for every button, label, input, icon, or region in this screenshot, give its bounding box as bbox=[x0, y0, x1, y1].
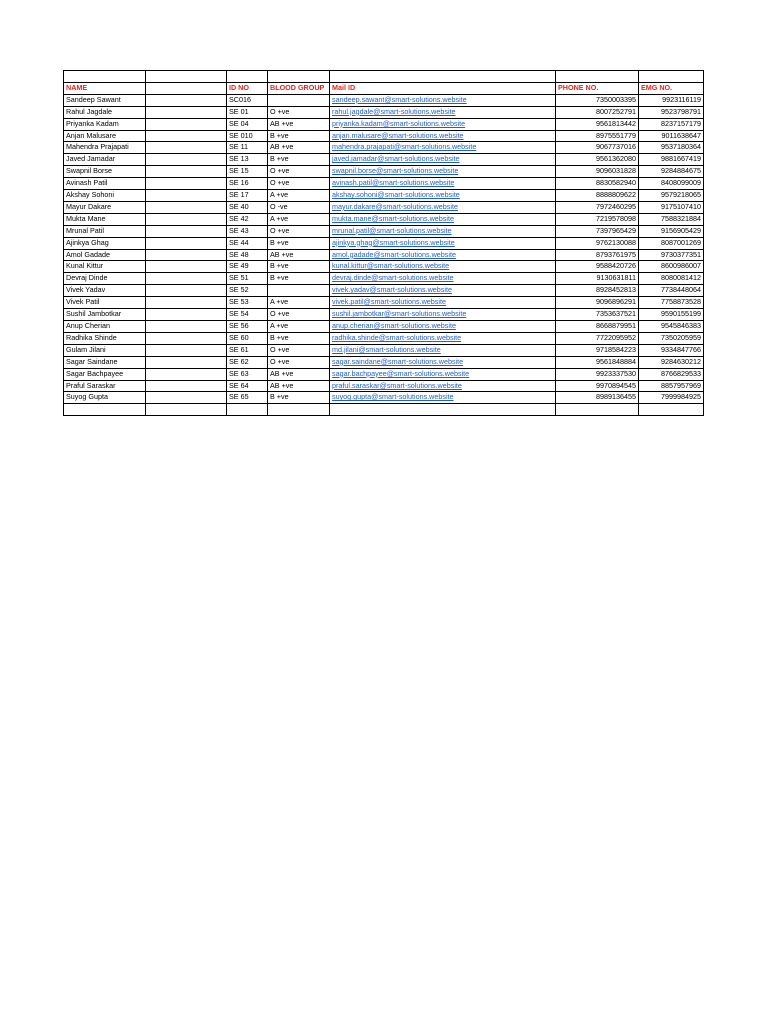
phone-cell: 7353637521 bbox=[556, 309, 639, 321]
mail-cell[interactable]: mayur.dakare@smart-solutions.website bbox=[330, 201, 556, 213]
table-row bbox=[64, 213, 704, 225]
blank-cell bbox=[146, 285, 227, 297]
header-name: NAME bbox=[64, 82, 146, 94]
phone-cell: 9096031828 bbox=[556, 166, 639, 178]
phone-cell: 9970894545 bbox=[556, 380, 639, 392]
emg-cell: 8237157179 bbox=[639, 118, 704, 130]
blood-group-cell: AB +ve bbox=[268, 142, 330, 154]
name-cell: Amol Gadade bbox=[64, 249, 146, 261]
blood-group-cell: O +ve bbox=[268, 356, 330, 368]
mail-cell[interactable]: kunal.kittur@smart-solutions.website bbox=[330, 261, 556, 273]
mail-cell[interactable]: rahul.jagdale@smart-solutions.website bbox=[330, 106, 556, 118]
blood-group-cell: O +ve bbox=[268, 225, 330, 237]
blank-cell bbox=[146, 190, 227, 202]
mail-cell[interactable]: vivek.yadav@smart-solutions.website bbox=[330, 285, 556, 297]
phone-cell: 8830582940 bbox=[556, 178, 639, 190]
name-cell: Sagar Bachpayee bbox=[64, 368, 146, 380]
table-row bbox=[64, 392, 704, 404]
header-row bbox=[64, 82, 704, 94]
header-blank bbox=[146, 82, 227, 94]
blank-cell bbox=[146, 249, 227, 261]
header-phone: PHONE NO. bbox=[556, 82, 639, 94]
mail-cell[interactable]: praful.saraskar@smart-solutions.website bbox=[330, 380, 556, 392]
emg-cell: 9590155199 bbox=[639, 309, 704, 321]
id-cell: SE 51 bbox=[227, 273, 268, 285]
table-row bbox=[64, 297, 704, 309]
blank-cell bbox=[146, 142, 227, 154]
mail-cell[interactable]: devraj.dinde@smart-solutions.website bbox=[330, 273, 556, 285]
name-cell: Akshay Sohoni bbox=[64, 190, 146, 202]
emg-cell: 9284630212 bbox=[639, 356, 704, 368]
blood-group-cell: B +ve bbox=[268, 130, 330, 142]
mail-cell[interactable]: akshay.sohoni@smart-solutions.website bbox=[330, 190, 556, 202]
blank-cell bbox=[146, 392, 227, 404]
blood-group-cell bbox=[268, 285, 330, 297]
mail-cell[interactable]: avinash.patil@smart-solutions.website bbox=[330, 178, 556, 190]
name-cell: Mayur Dakare bbox=[64, 201, 146, 213]
phone-cell: 7722095952 bbox=[556, 332, 639, 344]
id-cell: SE 54 bbox=[227, 309, 268, 321]
blood-group-cell bbox=[268, 94, 330, 106]
id-cell: SE 63 bbox=[227, 368, 268, 380]
phone-cell: 7972460295 bbox=[556, 201, 639, 213]
blank-cell bbox=[146, 154, 227, 166]
phone-cell: 7397965429 bbox=[556, 225, 639, 237]
header-id: ID NO bbox=[227, 82, 268, 94]
emg-cell: 8857957969 bbox=[639, 380, 704, 392]
table-row bbox=[64, 142, 704, 154]
table-row bbox=[64, 201, 704, 213]
header-mail-id: Mail ID bbox=[330, 82, 556, 94]
name-cell: Mrunal Patil bbox=[64, 225, 146, 237]
mail-cell[interactable]: md.jilani@smart-solutions.website bbox=[330, 344, 556, 356]
table-row bbox=[64, 368, 704, 380]
blank-cell bbox=[146, 178, 227, 190]
table-row bbox=[64, 380, 704, 392]
id-cell: SE 01 bbox=[227, 106, 268, 118]
emg-cell: 7588321884 bbox=[639, 213, 704, 225]
blood-group-cell: O +ve bbox=[268, 344, 330, 356]
phone-cell: 9096896291 bbox=[556, 297, 639, 309]
blood-group-cell: B +ve bbox=[268, 273, 330, 285]
id-cell: SE 60 bbox=[227, 332, 268, 344]
table-row bbox=[64, 118, 704, 130]
empty-row bbox=[64, 404, 704, 416]
emg-cell: 7999984925 bbox=[639, 392, 704, 404]
id-cell: SE 04 bbox=[227, 118, 268, 130]
phone-cell: 7350003395 bbox=[556, 94, 639, 106]
table-row bbox=[64, 249, 704, 261]
mail-cell[interactable]: suyog.gupta@smart-solutions.website bbox=[330, 392, 556, 404]
table-row bbox=[64, 106, 704, 118]
id-cell: SE 13 bbox=[227, 154, 268, 166]
table-row bbox=[64, 154, 704, 166]
phone-cell: 9923337530 bbox=[556, 368, 639, 380]
name-cell: Praful Saraskar bbox=[64, 380, 146, 392]
emg-cell: 8766829533 bbox=[639, 368, 704, 380]
name-cell: Ajinkya Ghag bbox=[64, 237, 146, 249]
table-row bbox=[64, 344, 704, 356]
name-cell: Sandeep Sawant bbox=[64, 94, 146, 106]
phone-cell: 9561362080 bbox=[556, 154, 639, 166]
name-cell: Anup Cherian bbox=[64, 321, 146, 333]
id-cell: SE 44 bbox=[227, 237, 268, 249]
mail-cell[interactable]: sushil.jambotkar@smart-solutions.website bbox=[330, 309, 556, 321]
mail-cell[interactable]: sagar.saindane@smart-solutions.website bbox=[330, 356, 556, 368]
mail-cell[interactable]: swapnil.borse@smart-solutions.website bbox=[330, 166, 556, 178]
blood-group-cell: A +ve bbox=[268, 297, 330, 309]
id-cell: SE 61 bbox=[227, 344, 268, 356]
name-cell: Avinash Patil bbox=[64, 178, 146, 190]
phone-cell: 9588420726 bbox=[556, 261, 639, 273]
emg-cell: 9545846383 bbox=[639, 321, 704, 333]
name-cell: Swapnil Borse bbox=[64, 166, 146, 178]
emg-cell: 8087001269 bbox=[639, 237, 704, 249]
phone-cell: 8793761975 bbox=[556, 249, 639, 261]
table-row bbox=[64, 190, 704, 202]
blood-group-cell: B +ve bbox=[268, 154, 330, 166]
table-row bbox=[64, 285, 704, 297]
header-blood-group: BLOOD GROUP bbox=[268, 82, 330, 94]
mail-cell[interactable]: anup.cherian@smart-solutions.website bbox=[330, 321, 556, 333]
blank-cell bbox=[146, 237, 227, 249]
emg-cell: 8600986007 bbox=[639, 261, 704, 273]
blood-group-cell: O +ve bbox=[268, 178, 330, 190]
name-cell: Anjan Malusare bbox=[64, 130, 146, 142]
blood-group-cell: B +ve bbox=[268, 237, 330, 249]
blank-cell bbox=[146, 106, 227, 118]
mail-cell[interactable]: vivek.patil@smart-solutions.website bbox=[330, 297, 556, 309]
emg-cell: 9579218065 bbox=[639, 190, 704, 202]
table-row bbox=[64, 356, 704, 368]
id-cell: SE 48 bbox=[227, 249, 268, 261]
name-cell: Priyanka Kadam bbox=[64, 118, 146, 130]
id-cell: SE 62 bbox=[227, 356, 268, 368]
emg-cell: 9730377351 bbox=[639, 249, 704, 261]
mail-cell[interactable]: sagar.bachpayee@smart-solutions.website bbox=[330, 368, 556, 380]
emg-cell: 7758873528 bbox=[639, 297, 704, 309]
blood-group-cell: A +ve bbox=[268, 213, 330, 225]
blood-group-cell: B +ve bbox=[268, 261, 330, 273]
blank-cell bbox=[146, 332, 227, 344]
phone-cell: 8007252791 bbox=[556, 106, 639, 118]
name-cell: Mahendra Prajapati bbox=[64, 142, 146, 154]
blood-group-cell: O +ve bbox=[268, 106, 330, 118]
table-row bbox=[64, 261, 704, 273]
blood-group-cell: AB +ve bbox=[268, 118, 330, 130]
table-row bbox=[64, 332, 704, 344]
blank-cell bbox=[146, 297, 227, 309]
emg-cell: 9334847766 bbox=[639, 344, 704, 356]
mail-cell[interactable]: sandeep.sawant@smart-solutions.website bbox=[330, 94, 556, 106]
emg-cell: 7738448064 bbox=[639, 285, 704, 297]
blood-group-cell: O -ve bbox=[268, 201, 330, 213]
table-row bbox=[64, 178, 704, 190]
table-row bbox=[64, 237, 704, 249]
name-cell: Vivek Patil bbox=[64, 297, 146, 309]
blank-cell bbox=[146, 309, 227, 321]
phone-cell: 8975551779 bbox=[556, 130, 639, 142]
emg-cell: 8408099009 bbox=[639, 178, 704, 190]
name-cell: Mukta Mane bbox=[64, 213, 146, 225]
blank-cell bbox=[146, 213, 227, 225]
name-cell: Rahul Jagdale bbox=[64, 106, 146, 118]
phone-cell: 9718584223 bbox=[556, 344, 639, 356]
id-cell: SE 64 bbox=[227, 380, 268, 392]
phone-cell: 9130631811 bbox=[556, 273, 639, 285]
table-row bbox=[64, 130, 704, 142]
id-cell: SE 15 bbox=[227, 166, 268, 178]
blood-group-cell: O +ve bbox=[268, 166, 330, 178]
mail-cell[interactable]: ajinkya.ghag@smart-solutions.website bbox=[330, 237, 556, 249]
blank-cell bbox=[146, 273, 227, 285]
id-cell: SE 11 bbox=[227, 142, 268, 154]
id-cell: SE 56 bbox=[227, 321, 268, 333]
phone-cell: 8928452813 bbox=[556, 285, 639, 297]
name-cell: Suyog Gupta bbox=[64, 392, 146, 404]
emg-cell: 9284884675 bbox=[639, 166, 704, 178]
blank-cell bbox=[146, 225, 227, 237]
mail-cell[interactable]: priyanka.kadam@smart-solutions.website bbox=[330, 118, 556, 130]
emg-cell: 9156905429 bbox=[639, 225, 704, 237]
emg-cell: 9881667419 bbox=[639, 154, 704, 166]
name-cell: Kunal Kittur bbox=[64, 261, 146, 273]
id-cell: SE 53 bbox=[227, 297, 268, 309]
blank-cell bbox=[146, 344, 227, 356]
mail-cell[interactable]: mrunal.patil@smart-solutions.website bbox=[330, 225, 556, 237]
name-cell: Javed Jamadar bbox=[64, 154, 146, 166]
name-cell: Vivek Yadav bbox=[64, 285, 146, 297]
contact-sheet-table bbox=[63, 70, 704, 416]
name-cell: Devraj Dinde bbox=[64, 273, 146, 285]
blank-cell bbox=[146, 130, 227, 142]
id-cell: SE 52 bbox=[227, 285, 268, 297]
phone-cell: 8888809622 bbox=[556, 190, 639, 202]
blank-cell bbox=[146, 201, 227, 213]
id-cell: SE 16 bbox=[227, 178, 268, 190]
table-row bbox=[64, 225, 704, 237]
table-row bbox=[64, 166, 704, 178]
blood-group-cell: B +ve bbox=[268, 392, 330, 404]
emg-cell: 9923116119 bbox=[639, 94, 704, 106]
name-cell: Gulam Jilani bbox=[64, 344, 146, 356]
mail-cell[interactable]: anjan.malusare@smart-solutions.website bbox=[330, 130, 556, 142]
blood-group-cell: AB +ve bbox=[268, 380, 330, 392]
emg-cell: 8080081412 bbox=[639, 273, 704, 285]
blank-cell bbox=[146, 166, 227, 178]
blank-cell bbox=[146, 261, 227, 273]
id-cell: SE 65 bbox=[227, 392, 268, 404]
table-row bbox=[64, 321, 704, 333]
blank-cell bbox=[146, 368, 227, 380]
id-cell: SE 40 bbox=[227, 201, 268, 213]
blood-group-cell: O +ve bbox=[268, 309, 330, 321]
blank-cell bbox=[146, 118, 227, 130]
empty-row bbox=[64, 71, 704, 83]
phone-cell: 8989136455 bbox=[556, 392, 639, 404]
name-cell: Radhika Shinde bbox=[64, 332, 146, 344]
blood-group-cell: B +ve bbox=[268, 332, 330, 344]
header-emg: EMG NO. bbox=[639, 82, 704, 94]
mail-cell[interactable]: mukta.mane@smart-solutions.website bbox=[330, 213, 556, 225]
mail-cell[interactable]: mahendra.prajapati@smart-solutions.website bbox=[330, 142, 556, 154]
blood-group-cell: A +ve bbox=[268, 321, 330, 333]
id-cell: SE 010 bbox=[227, 130, 268, 142]
name-cell: Sushil Jambotkar bbox=[64, 309, 146, 321]
emg-cell: 9175107410 bbox=[639, 201, 704, 213]
mail-cell[interactable]: amol.gadade@smart-solutions.website bbox=[330, 249, 556, 261]
table-row bbox=[64, 94, 704, 106]
emg-cell: 9523798791 bbox=[639, 106, 704, 118]
phone-cell: 9561813442 bbox=[556, 118, 639, 130]
table-row bbox=[64, 273, 704, 285]
blank-cell bbox=[146, 356, 227, 368]
id-cell: SE 17 bbox=[227, 190, 268, 202]
id-cell: SC016 bbox=[227, 94, 268, 106]
table-row bbox=[64, 309, 704, 321]
blood-group-cell: AB +ve bbox=[268, 368, 330, 380]
id-cell: SE 42 bbox=[227, 213, 268, 225]
blank-cell bbox=[146, 321, 227, 333]
phone-cell: 9067737016 bbox=[556, 142, 639, 154]
blood-group-cell: AB +ve bbox=[268, 249, 330, 261]
phone-cell: 7219578098 bbox=[556, 213, 639, 225]
blank-cell bbox=[146, 380, 227, 392]
emg-cell: 9011638647 bbox=[639, 130, 704, 142]
id-cell: SE 43 bbox=[227, 225, 268, 237]
phone-cell: 9561848884 bbox=[556, 356, 639, 368]
name-cell: Sagar Saindane bbox=[64, 356, 146, 368]
emg-cell: 9537180364 bbox=[639, 142, 704, 154]
id-cell: SE 49 bbox=[227, 261, 268, 273]
phone-cell: 8668879951 bbox=[556, 321, 639, 333]
blank-cell bbox=[146, 94, 227, 106]
mail-cell[interactable]: javed.jamadar@smart-solutions.website bbox=[330, 154, 556, 166]
emg-cell: 7350205959 bbox=[639, 332, 704, 344]
phone-cell: 9762130088 bbox=[556, 237, 639, 249]
blood-group-cell: A +ve bbox=[268, 190, 330, 202]
mail-cell[interactable]: radhika.shinde@smart-solutions.website bbox=[330, 332, 556, 344]
